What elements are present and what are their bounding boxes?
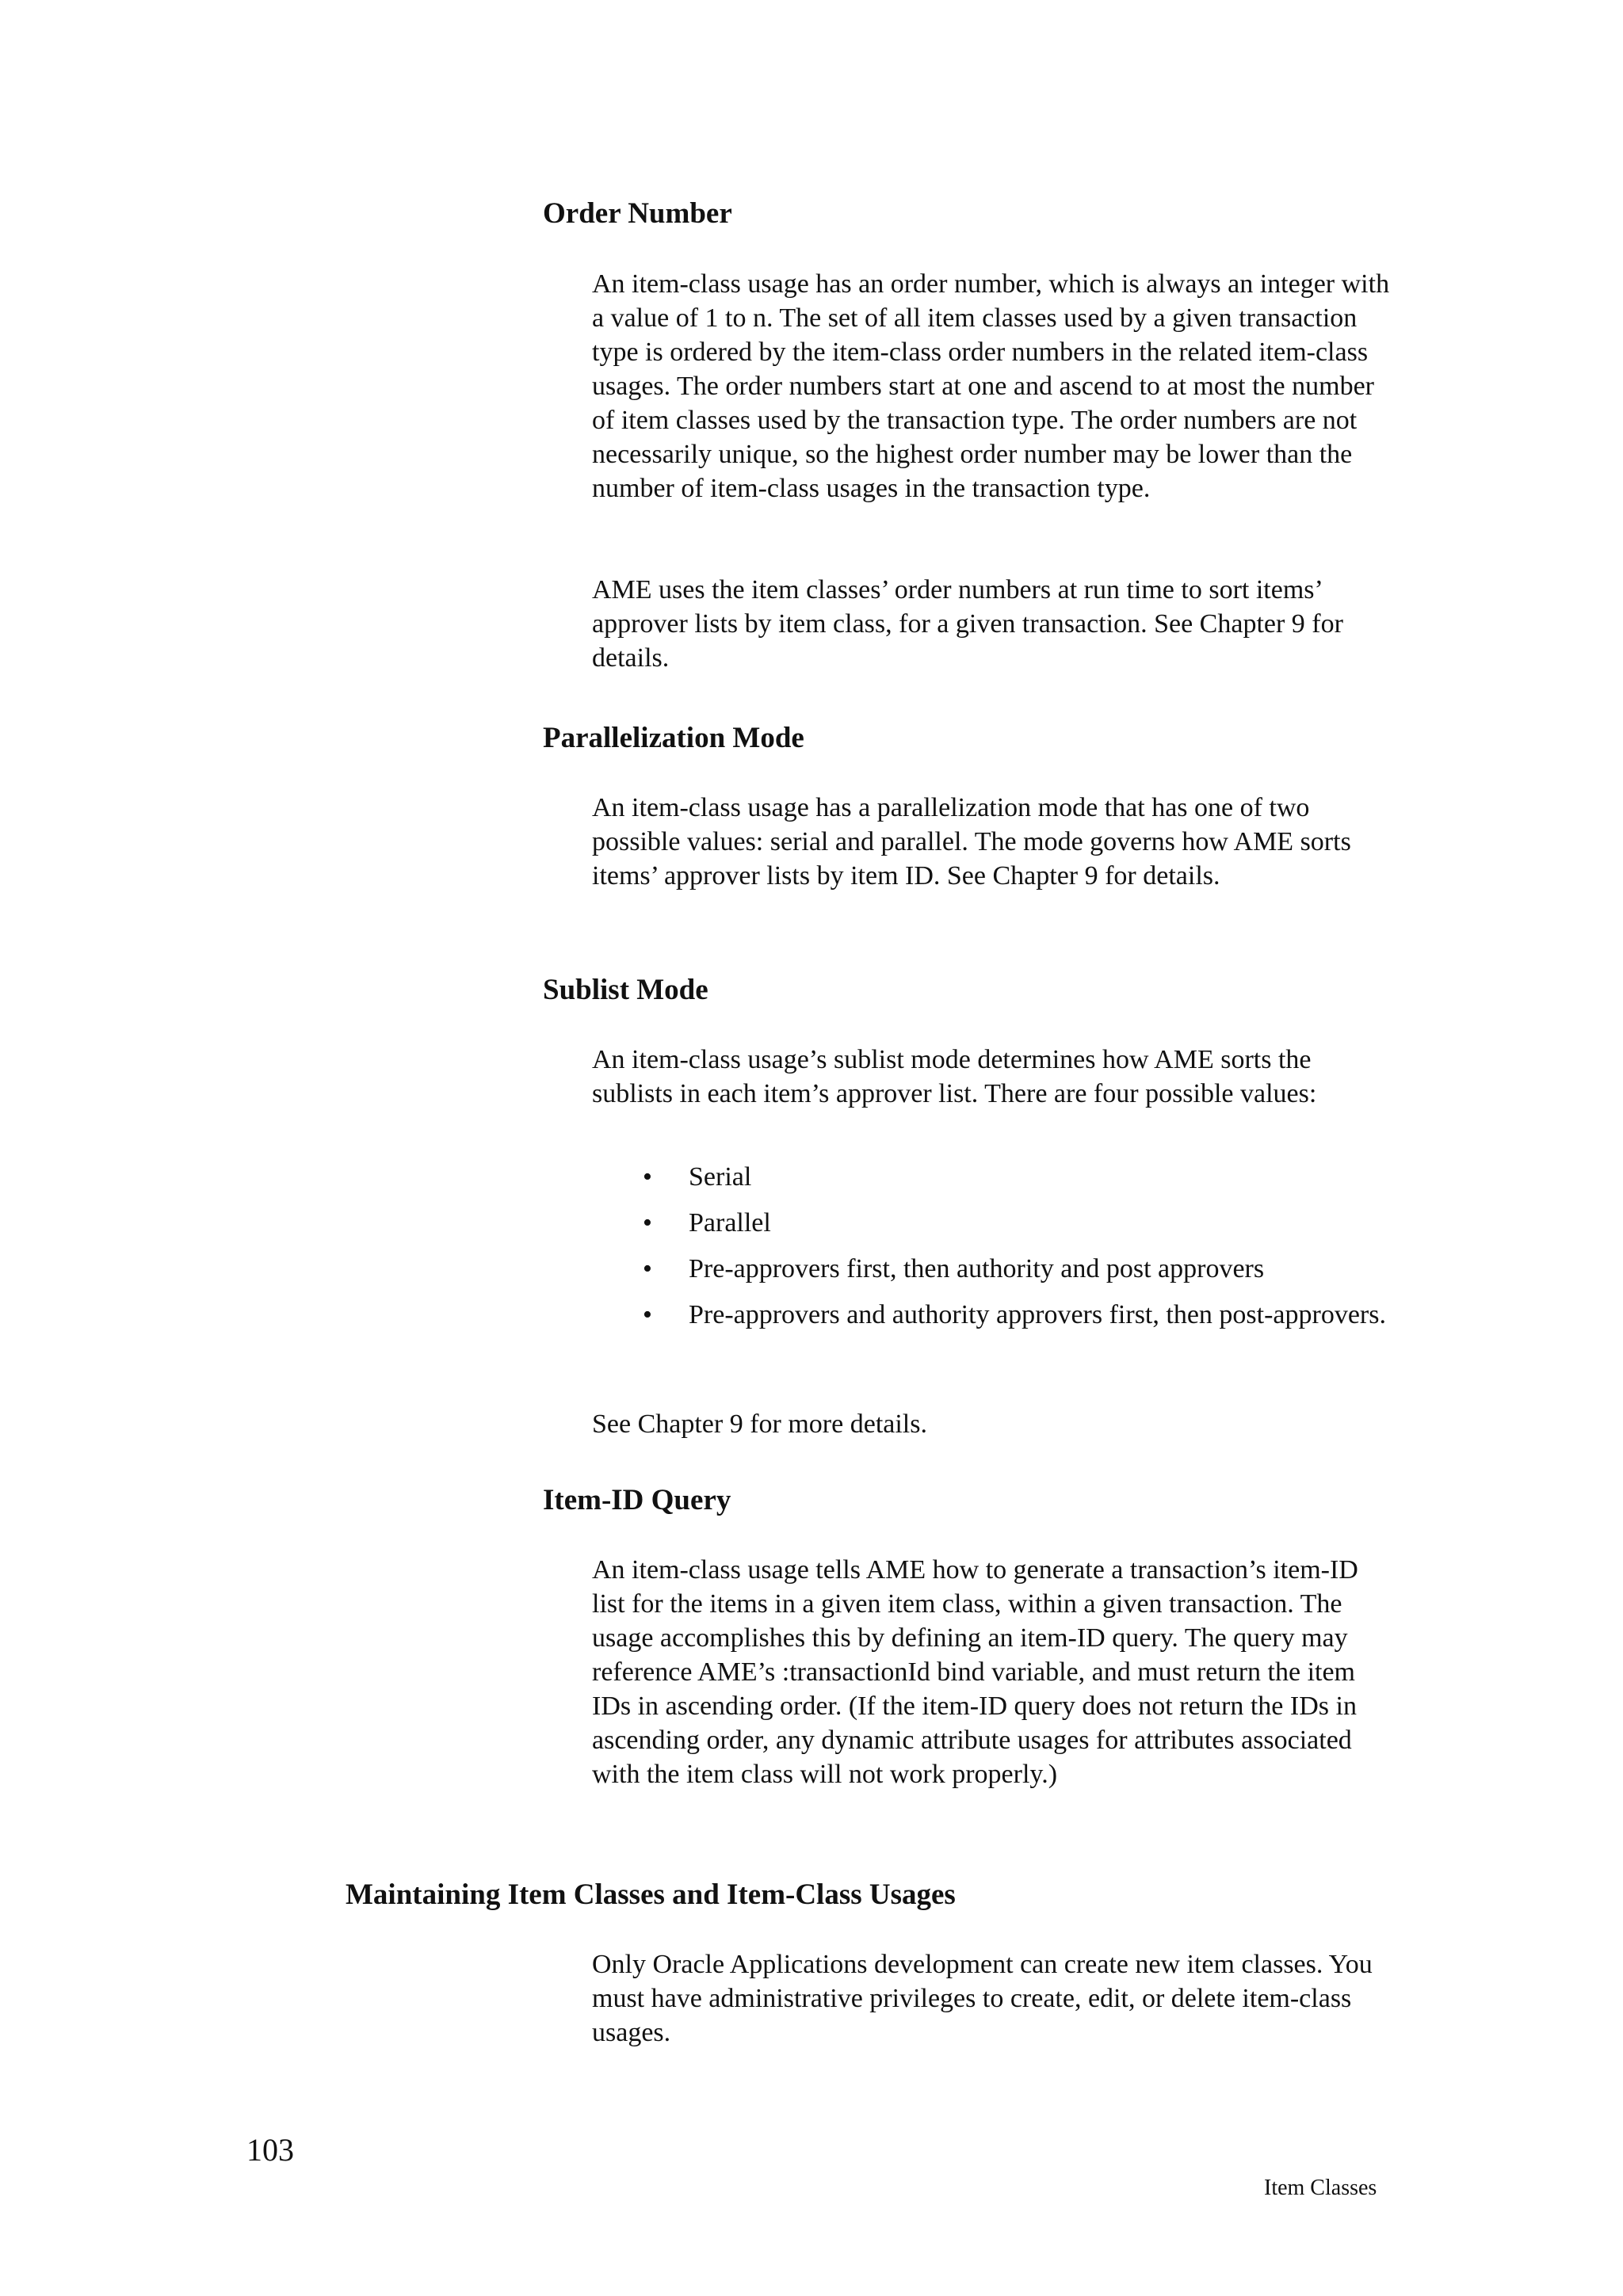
sublist-mode-intro: An item-class usage’s sublist mode determines how AME sorts the sublists in each item’s approver list. There are four possible values: [592, 1045, 1317, 1108]
sublist-mode-values-list [592, 1160, 1392, 1344]
parallelization-mode-paragraph: An item-class usage has a parallelization mode that has one of two possible values: serial and parallel. The mode governs how AME sorts items’ approver lists by item ID. See Chapter 9 for details. [592, 793, 1351, 891]
item-id-query-paragraph: An item-class usage tells AME how to generate a transaction’s item-ID list for the items in a given item class, within a given transaction. The usage accomplishes this by defining an item-ID query. The query may reference AME’s :transactionId bind variable, and must return the item IDs in ascending order. (If the item-ID query does not return the IDs in ascending order, any dynamic attribute usages for attributes associated with the item class will not work properly.) [592, 1555, 1358, 1789]
order-number-paragraph-2: AME uses the item classes’ order numbers at run time to sort items’ approver lists by item class, for a given transaction. See Chapter 9 for details. [592, 575, 1343, 673]
list-item-text: Parallel [689, 1208, 771, 1238]
heading-item-id-query: Item-ID Query [543, 1484, 731, 1516]
list-item-text: Serial [689, 1162, 752, 1192]
order-number-paragraph-1: An item-class usage has an order number, which is always an integer with a value of 1 to n. The set of all item classes used by a given transaction type is ordered by the item-class order numbers in the related item-class usages. The order numbers start at one and ascend to at most the number of item classes used by the transaction type. The order numbers are not necessarily unique, so the highest order number may be lower than the number of item-class usages in the transaction type. [592, 269, 1390, 503]
heading-parallelization-mode: Parallelization Mode [543, 722, 804, 754]
sublist-mode-outro: See Chapter 9 for more details. [592, 1409, 927, 1439]
heading-sublist-mode: Sublist Mode [543, 974, 708, 1006]
maintaining-paragraph: Only Oracle Applications development can create new item classes. You must have administrative privileges to create, edit, or delete item-class usages. [592, 1950, 1373, 2047]
list-item [592, 1298, 1392, 1332]
list-item [592, 1206, 1392, 1240]
heading-maintaining-item-classes: Maintaining Item Classes and Item-Class Usages [346, 1878, 956, 1911]
list-item-text: Pre-approvers first, then authority and post approvers [689, 1254, 1265, 1283]
list-item [592, 1252, 1392, 1286]
bullet-icon: • [643, 1254, 652, 1283]
footer-chapter-title: Item Classes [1264, 2176, 1377, 2200]
bullet-icon: • [643, 1208, 652, 1238]
list-item-text: Pre-approvers and authority approvers first, then post-approvers. [689, 1300, 1386, 1329]
list-item [592, 1160, 1392, 1194]
page-number: 103 [246, 2132, 294, 2168]
heading-order-number: Order Number [543, 197, 732, 230]
bullet-icon: • [643, 1300, 652, 1329]
bullet-icon: • [643, 1162, 652, 1192]
